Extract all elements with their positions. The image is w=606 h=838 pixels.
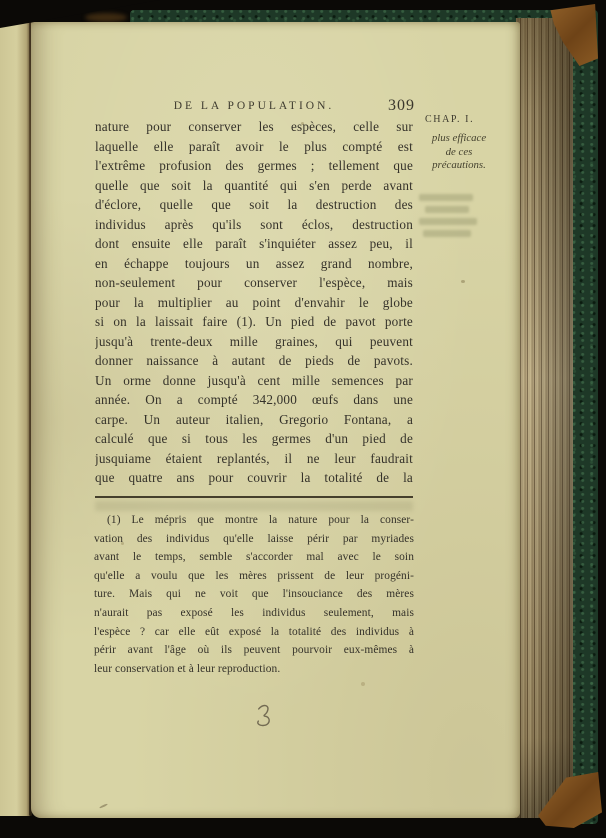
footnote-line: (1) Le mépris que montre la nature pour la conser- <box>107 514 414 526</box>
footnote-line: l'espèce ? car elle eût exposé la totalité des individus à <box>94 625 414 638</box>
body-text-line: que quatre ans pour couvrir la totalité de la <box>95 470 413 485</box>
book-page <box>31 22 520 818</box>
body-text-line: jusqu'à trente-deux mille graines, qui peuvent <box>95 333 413 349</box>
body-text-line: laquelle elle paraît avoir le plus compté est <box>95 138 413 154</box>
body-text-line: l'extrême profusion des germes ; tellement que <box>95 158 413 173</box>
body-text-line: pour la multiplier au point d'envahir le globe <box>95 294 413 310</box>
footnote-line: périr avant l'âge où ils peuvent pourvoir eux-mêmes à <box>94 644 414 657</box>
margin-note-line: précautions. <box>432 159 486 171</box>
body-text-line: en échappe toujours un assez grand nombre, <box>95 255 413 271</box>
chapter-heading: CHAP. I. <box>425 114 475 125</box>
stain <box>85 13 127 22</box>
facing-page-edge <box>0 16 30 816</box>
body-text-line: donner naissance à autant de pieds de pavots. <box>95 353 413 368</box>
body-text-line: dont ensuite elle paraît s'inquiéter assez peu, il <box>95 236 413 251</box>
body-text-line: d'éclore, quelle que soit la destruction des <box>95 197 413 212</box>
footnote-line: vation des individus qu'elle laisse périr par myriades <box>94 532 414 545</box>
handwritten-mark <box>253 700 279 736</box>
body-text-line: si on la laissait faire (1). Un pied de pavot porte <box>95 314 413 329</box>
body-text-line: carpe. Un auteur italien, Gregorio Fontana, a <box>95 411 413 427</box>
margin-notes <box>419 114 499 173</box>
body-text-line: non-seulement pour conserver l'espèce, mais <box>95 275 413 290</box>
body-text-line: année. On a compté 342,000 œufs dans une <box>95 392 413 407</box>
ink-showthrough <box>419 194 481 242</box>
margin-note <box>419 132 499 173</box>
footnote-text <box>94 511 414 678</box>
footnote-line: qu'elle a voulu que les mères prissent de leur progéni- <box>94 569 414 582</box>
margin-note-line: de ces <box>445 145 473 158</box>
footnote-line: avant le temps, semble s'accorder mal avec le soin <box>94 551 414 564</box>
body-text-line: nature pour conserver les espèces, celle sur <box>95 119 413 134</box>
stain <box>99 803 108 809</box>
footnote-line: n'aurait pas exposé les individus seulement, mais <box>94 606 414 619</box>
stain <box>461 280 465 283</box>
ink-showthrough <box>95 501 413 511</box>
running-title: DE LA POPULATION. <box>173 100 335 112</box>
body-text-line: individus après qu'ils sont éclos, destruction <box>95 216 413 232</box>
page-edge-stack <box>516 18 573 818</box>
stain <box>361 682 365 686</box>
footnote-line: leur conservation et à leur reproduction. <box>94 662 281 675</box>
body-text <box>95 117 413 488</box>
body-text-line: Un orme donne jusqu'à cent mille semences par <box>95 372 413 388</box>
body-text-line: jusquiame étaient replantés, il ne leur faudrait <box>95 450 413 466</box>
footnote-line: ture. Mais qui ne voit que l'insouciance des mères <box>94 588 414 601</box>
body-text-line: quelle que soit la quantité qui s'en perde avant <box>95 177 413 193</box>
footnote-rule <box>95 496 413 498</box>
margin-note-line: plus efficace <box>431 132 487 144</box>
body-text-line: calculé que si tous les germes d'un pied de <box>95 431 413 446</box>
page-number: 309 <box>388 97 415 114</box>
